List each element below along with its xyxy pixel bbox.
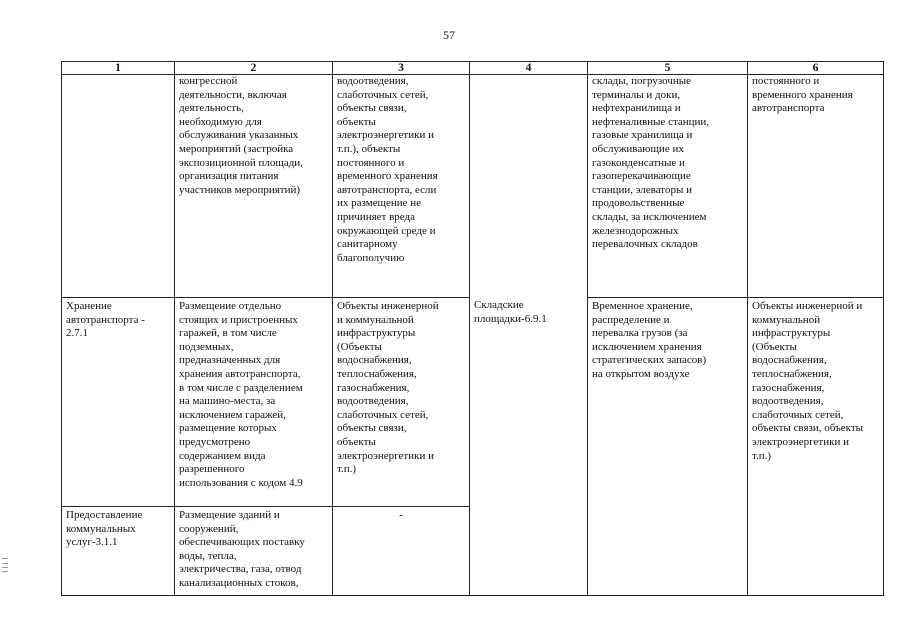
cell-text: - (399, 509, 403, 521)
table-cell-merged (470, 75, 588, 596)
cell-text: Предоставление коммунальных услуг-3.1.1 (66, 509, 143, 549)
table-cell (748, 75, 884, 298)
column-header-3: 3 (333, 62, 470, 75)
margin-mark (2, 558, 8, 572)
table-row (62, 75, 884, 298)
cell-text: Хранение автотранспорта - 2.7.1 (66, 300, 145, 340)
cell-text: водоотведения, слаботочных сетей, объекты связи, объекты электроэнергетики и т.п.), объекты постоянного и временного хранения автотранспорта, если их размещение не причиняет вреда окружающей среде и санитарному благополучию (337, 75, 438, 264)
table-cell (175, 507, 333, 596)
table-cell (175, 298, 333, 507)
column-header-4: 4 (470, 62, 588, 75)
table-cell-merged (748, 298, 884, 596)
table-cell (333, 507, 470, 596)
cell-text: Объекты инженерной и коммунальной инфраструктуры (Объекты водоснабжения, теплоснабжения, газоснабжения, водоотведения, слаботочных сетей, объекты связи, объекты электроэнергетики и т.п.) (752, 300, 864, 462)
table-cell (175, 75, 333, 298)
cell-text: склады, погрузочные терминалы и доки, нефтехранилища и нефтеналивные станции, газовые хранилища и обслуживающие их газоконденсатные и газоперекачивающие станции, элеваторы и продовольственные склады, за исключением железнодорожных перевалочных складов (592, 75, 710, 251)
column-header-5: 5 (588, 62, 748, 75)
cell-text: Размещение зданий и сооружений, обеспечивающих поставку воды, тепла, электричества, газа, отвод канализационных стоков, (179, 509, 305, 589)
column-header-1: 1 (62, 62, 175, 75)
table-cell (333, 298, 470, 507)
land-use-table (61, 61, 884, 596)
table-cell (588, 75, 748, 298)
cell-text: Размещение отдельно стоящих и пристроенных гаражей, в том числе подземных, предназначенных для хранения автотранспорта, в том числе с разделением на машино-места, за исключением гаражей, размещение которых предусмотрено содержанием вида разрешенного использования с кодом 4.9 (179, 300, 303, 489)
table-cell (62, 507, 175, 596)
cell-text: Складские площадки-6.9.1 (474, 299, 547, 325)
table-cell (333, 75, 470, 298)
cell-text: Объекты инженерной и коммунальной инфраструктуры (Объекты водоснабжения, теплоснабжения, газоснабжения, водоотведения, слаботочных сетей, объекты связи, объекты электроэнергетики и т.п.) (337, 300, 439, 476)
table-cell (62, 75, 175, 298)
table-cell-merged (588, 298, 748, 596)
header-row (62, 62, 884, 75)
cell-text: Временное хранение, распределение и перевалка грузов (за исключением хранения стратегических запасов) на открытом воздухе (592, 300, 707, 380)
column-header-2: 2 (175, 62, 333, 75)
column-header-6: 6 (748, 62, 884, 75)
cell-text: конгрессной деятельности, включая деятельность, необходимую для обслуживания указанных мероприятий (застройка экспозиционной площади, организация питания участников мероприятий) (179, 75, 303, 196)
cell-text: постоянного и временного хранения автотранспорта (752, 75, 853, 115)
page-number: 57 (443, 28, 455, 42)
cell-spacer (474, 75, 583, 297)
table-cell (62, 298, 175, 507)
